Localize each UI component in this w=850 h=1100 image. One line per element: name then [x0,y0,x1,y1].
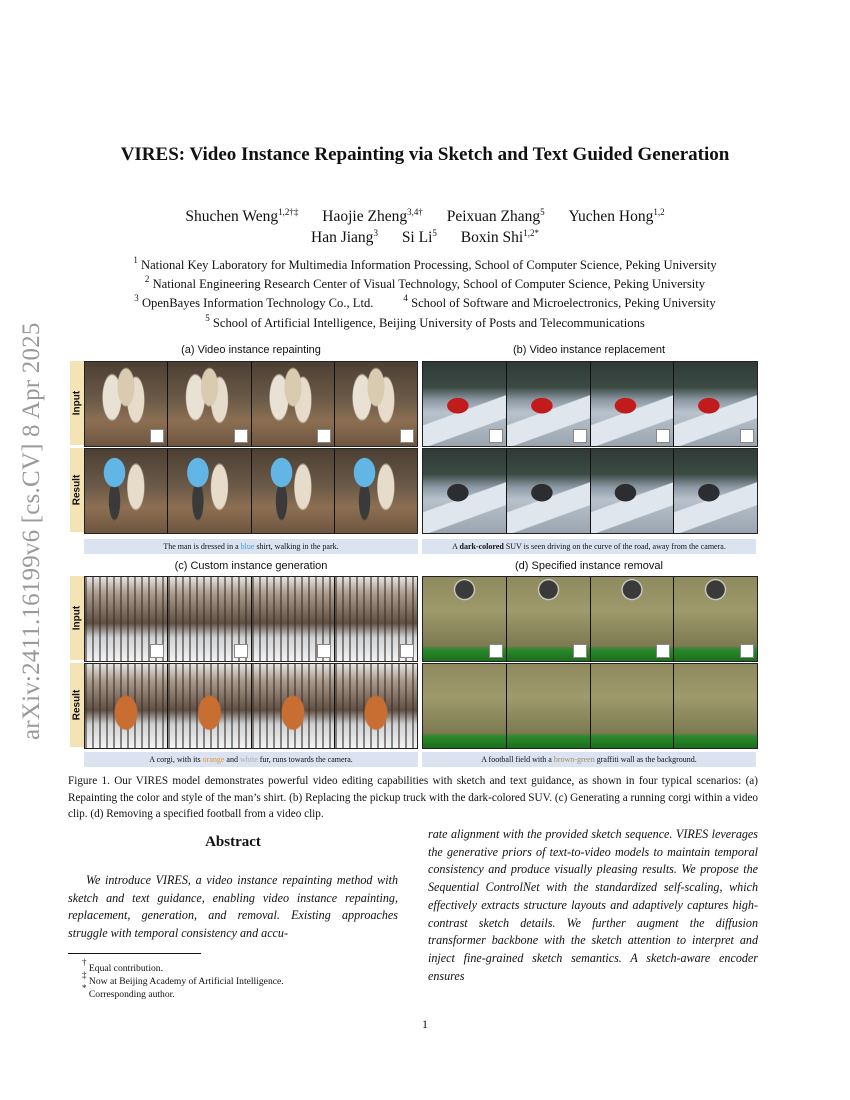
author: Haojie Zheng$^{3,4\dagger}$ [322,207,423,225]
video-frame [674,664,757,748]
paper-title: VIRES: Video Instance Repainting via Sketch and Text Guided Generation [120,144,730,165]
page-number: 1 [422,1017,428,1031]
footnote-divider [68,953,201,954]
input-frames-b [422,361,758,447]
result-frames-a [84,448,418,534]
video-frame [85,362,168,446]
video-frame [423,362,507,446]
footnote: * Corresponding author. [82,983,175,1000]
author: Si Li$^5$ [401,228,437,246]
affiliation: $^5$ School of Artificial Intelligence, Beijing University of Posts and Telecommunications [205,313,645,330]
video-frame [252,664,335,748]
author: Boxin Shi$^{1,2*}$ [460,228,539,246]
video-frame [85,664,168,748]
result-frames-b [422,448,758,534]
row-label-input: Input [70,361,84,445]
footnote: † Equal contribution. [82,957,163,974]
video-frame [423,664,507,748]
sketch-thumbnail [656,429,670,443]
sketch-thumbnail [489,644,503,658]
video-frame [507,664,591,748]
panel-title-a: (a) Video instance repainting [181,344,321,356]
panel-title-c: (c) Custom instance generation [174,560,328,572]
affiliation: $^2$ National Engineering Research Center of Visual Technology, School of Computer Science, Peking University [144,274,706,291]
row-label-result: Result [70,448,84,532]
video-frame [168,664,251,748]
result-frames-d [422,663,758,749]
sketch-thumbnail [234,429,248,443]
video-frame [674,362,757,446]
video-frame [507,449,591,533]
panel-caption-b: A dark-colored SUV is seen driving on the curve of the road, away from the camera. [422,539,756,554]
sketch-thumbnail [234,644,248,658]
video-frame [591,577,675,661]
video-frame [335,577,417,661]
row-label-input: Input [70,576,84,660]
input-frames-c [84,576,418,662]
video-frame [335,664,417,748]
input-frames-a [84,361,418,447]
sketch-thumbnail [317,429,331,443]
video-frame [252,449,335,533]
result-frames-c [84,663,418,749]
affiliation: $^3$ OpenBayes Information Technology Co., Ltd. $^4$ School of Software and Microelectronics, Peking University [134,293,716,310]
author: Peixuan Zhang$^5$ [446,207,545,225]
video-frame [252,362,335,446]
sketch-thumbnail [400,429,414,443]
footnote: ‡ Now at Beijing Academy of Artificial Intelligence. [82,970,284,987]
authors-line-2 [0,228,850,247]
video-frame [591,449,675,533]
sketch-thumbnail [656,644,670,658]
panel-title-b: (b) Video instance replacement [512,344,666,356]
video-frame [507,362,591,446]
figure-caption: Figure 1. Our VIRES model demonstrates powerful video editing capabilities with sketch and text guidance, as shown in four typical scenarios: (a) Repainting the color and style of the man’s shirt. (b) Replacing the pickup truck with the dark-colored SUV. (c) Generating a running corgi within a video clip. (d) Removing a specified football from a video clip. [68,775,758,820]
panel-caption-a: The man is dressed in a blue shirt, walking in the park. [84,539,418,554]
video-frame [423,449,507,533]
panel-title-d: (d) Specified instance removal [515,560,663,572]
figure-1 [68,340,758,768]
abstract-heading: Abstract [205,834,261,850]
video-frame [168,449,251,533]
panel-caption-d: A football field with a brown-green graffiti wall as the background. [422,752,756,767]
video-frame [85,449,168,533]
sketch-thumbnail [400,644,414,658]
video-frame [591,664,675,748]
sketch-thumbnail [150,429,164,443]
abstract-text-right: rate alignment with the provided sketch sequence. VIRES leverages the generative priors of text-to-video models to maintain temporal consistency and produce visually pleasing results. We propose the Sequential ControlNet with the standardized self-scaling, which effectively extracts structure layouts and adaptively captures high-contrast sketch details. We further augment the diffusion transformer backbone with the sketch attention to interpret and inject fine-grained sketch semantics. A sketch-aware encoder ensures [428,827,758,983]
sketch-thumbnail [573,429,587,443]
video-frame [674,449,757,533]
video-frame [85,577,168,661]
sketch-thumbnail [740,429,754,443]
author: Shuchen Weng$^{1,2\dagger\ddagger}$ [185,207,299,225]
sketch-thumbnail [740,644,754,658]
author: Han Jiang$^3$ [311,228,378,246]
authors-line-1 [0,207,850,226]
video-frame [423,577,507,661]
affiliation: $^1$ National Key Laboratory for Multimedia Information Processing, School of Computer Science, Peking University [133,255,717,272]
video-frame [335,449,417,533]
sketch-thumbnail [317,644,331,658]
video-frame [252,577,335,661]
panel-caption-c: A corgi, with its orange and white fur, runs towards the camera. [84,752,418,767]
video-frame [507,577,591,661]
video-frame [591,362,675,446]
row-label-result: Result [70,663,84,747]
author: Yuchen Hong$^{1,2}$ [568,207,665,225]
abstract-text-left: We introduce VIRES, a video instance repainting method with sketch and text guidance, enabling video instance repainting, replacement, generation, and removal. Existing approaches struggle with temporal consistency and accu- [68,873,398,941]
video-frame [335,362,417,446]
sketch-thumbnail [489,429,503,443]
sketch-thumbnail [150,644,164,658]
video-frame [168,362,251,446]
video-frame [168,577,251,661]
video-frame [674,577,757,661]
sketch-thumbnail [573,644,587,658]
input-frames-d [422,576,758,662]
